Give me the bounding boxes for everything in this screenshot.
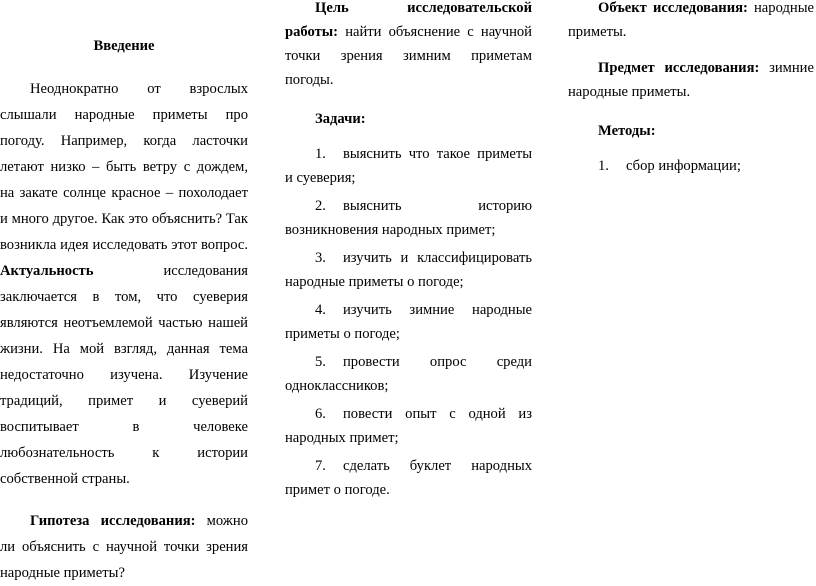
task-number: 1. xyxy=(315,146,326,162)
object-paragraph xyxy=(568,0,814,44)
task-number: 3. xyxy=(315,250,326,266)
task-number: 5. xyxy=(315,354,326,370)
task-text: повести опыт с одной из народных примет; xyxy=(285,406,532,446)
subject-label: Предмет исследования: xyxy=(598,60,760,76)
task-text: провести опрос среди одноклассников; xyxy=(285,354,532,394)
methods-heading: Методы: xyxy=(598,123,656,139)
task-text: изучить зимние народные приметы о погоде; xyxy=(285,302,532,342)
task-item xyxy=(285,142,532,190)
tasks-heading: Задачи: xyxy=(315,111,366,127)
hypothesis-paragraph xyxy=(0,508,248,586)
introduction-heading: Введение xyxy=(93,38,155,54)
hypothesis-label: Гипотеза исследования: xyxy=(30,513,196,529)
goal-label: Цель исследовательской работы: xyxy=(285,0,532,40)
method-text: сбор информации; xyxy=(626,158,741,174)
introduction-text-part-1: Неоднократно от взрослых слышали народные приметы про погоду. Например, когда ласточки летают низко – быть ветру с дождем, на закате солнце красное – похолодает и много другое. Как это объяснить? Так возникла идея исследовать этот вопрос. xyxy=(0,81,248,253)
introduction-paragraph xyxy=(0,76,248,492)
subject-text: зимние народные приметы. xyxy=(568,60,814,100)
method-number: 1. xyxy=(598,158,609,174)
column-introduction xyxy=(0,0,248,586)
column-goal-tasks xyxy=(285,0,532,506)
task-text: сделать буклет народных примет о погоде. xyxy=(285,458,532,498)
column-object-subject-methods xyxy=(568,0,814,182)
task-text: выяснить историю возникновения народных примет; xyxy=(285,198,532,238)
introduction-text-part-2: исследования заключается в том, что суеверия являются неотъемлемой частью нашей жизни. На мой взгляд, данная тема недостаточно изучена. Изучение традиций, примет и суеверий воспитывает в человеке любознательность к истории собственной страны. xyxy=(0,263,248,487)
task-item xyxy=(285,402,532,450)
methods-list xyxy=(568,154,814,178)
task-number: 4. xyxy=(315,302,326,318)
method-item xyxy=(568,154,814,178)
task-text: выяснить что такое приметы и суеверия; xyxy=(285,146,532,186)
task-item xyxy=(285,298,532,346)
task-item xyxy=(285,350,532,398)
relevance-label: Актуальность xyxy=(0,263,94,279)
subject-paragraph xyxy=(568,56,814,104)
goal-text: найти объяснение с научной точки зрения зимним приметам погоды. xyxy=(285,24,532,88)
task-number: 6. xyxy=(315,406,326,422)
tasks-list xyxy=(285,142,532,502)
object-text: народные приметы. xyxy=(568,0,814,40)
task-item xyxy=(285,194,532,242)
task-text: изучить и классифицировать народные приметы о погоде; xyxy=(285,250,532,290)
task-number: 7. xyxy=(315,458,326,474)
object-label: Объект исследования: xyxy=(598,0,748,16)
task-item xyxy=(285,246,532,294)
hypothesis-text: можно ли объяснить с научной точки зрения народные приметы? xyxy=(0,513,248,581)
task-item xyxy=(285,454,532,502)
task-number: 2. xyxy=(315,198,326,214)
goal-paragraph xyxy=(285,0,532,92)
